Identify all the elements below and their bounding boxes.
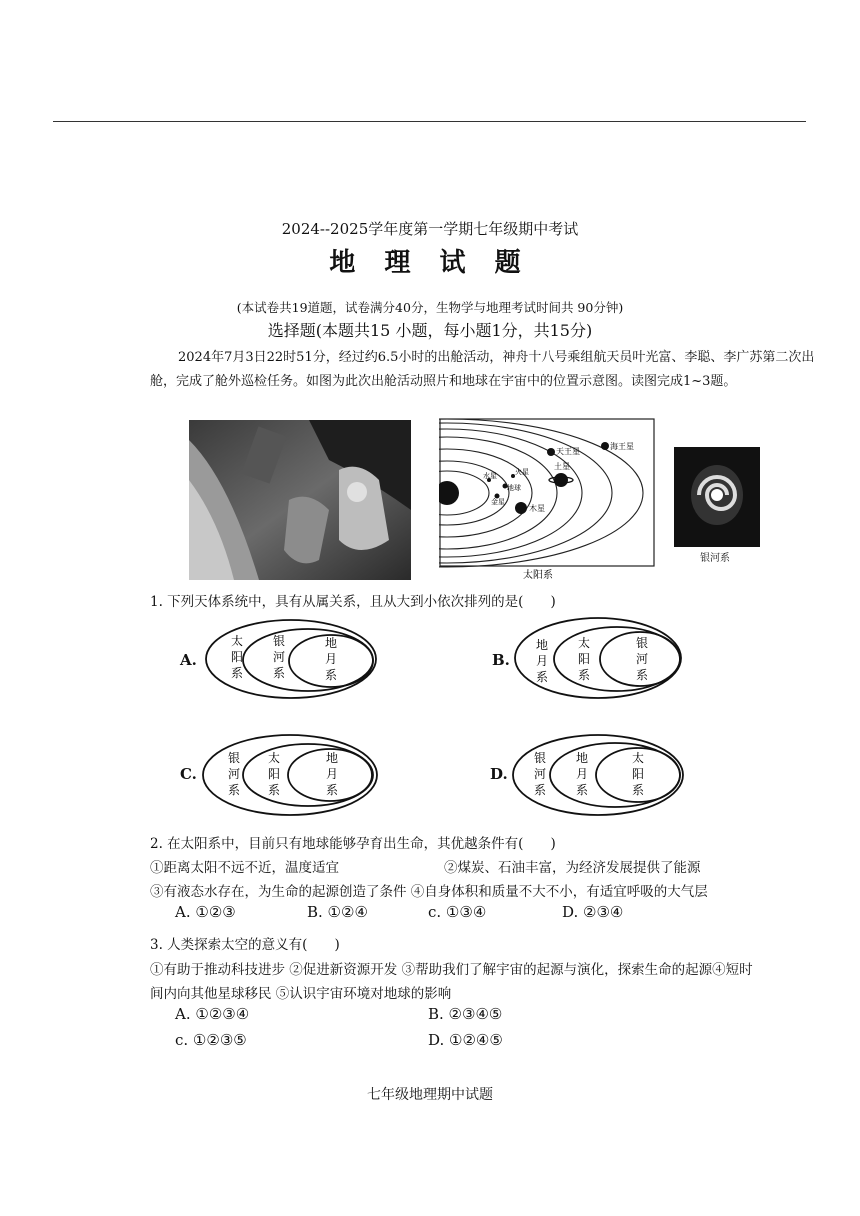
q3-stem: 3. 人类探索太空的意义有( ) — [150, 937, 340, 953]
q1-option-b-diagram — [512, 613, 688, 703]
diagram-label: 太 — [631, 751, 645, 765]
diagram-label: 河 — [227, 767, 241, 781]
q1-option-d-letter: D. — [490, 765, 508, 783]
solar-system-caption: 太阳系 — [523, 570, 553, 581]
diagram-label: 地 — [575, 751, 589, 765]
diagram-label: 系 — [272, 666, 286, 680]
diagram-label: 月 — [535, 654, 549, 668]
diagram-label: 系 — [635, 668, 649, 682]
q2-option-d: D. ②③④ — [562, 903, 624, 921]
diagram-label: 系 — [267, 783, 281, 797]
diagram-label: 地 — [324, 636, 338, 650]
q2-choices-3-4: ③有液态水存在，为生命的起源创造了条件 ④自身体积和质量不大不小，有适宜呼吸的大气层 — [150, 884, 708, 900]
diagram-label: 系 — [230, 666, 244, 680]
diagram-label: 阳 — [230, 650, 244, 664]
q2-stem: 2. 在太阳系中，目前只有地球能够孕育出生命，其优越条件有( ) — [150, 836, 556, 852]
planet-saturn-label: 土星 — [554, 462, 570, 471]
q3-option-c: c. ①②③⑤ — [175, 1031, 247, 1049]
q1-option-c-letter: C. — [180, 765, 197, 783]
planet-mars-label: 火星 — [515, 468, 529, 476]
q1-option-a-letter: A. — [180, 651, 197, 669]
q3-statements-line2: 间内向其他星球移民 ⑤认识宇宙环境对地球的影响 — [150, 986, 452, 1002]
q1-option-b-letter: B. — [492, 651, 510, 669]
q3-statements-line1: ①有助于推动科技进步 ②促进新资源开发 ③帮助我们了解宇宙的起源与演化，探索生命的起源④短时 — [150, 962, 753, 978]
diagram-label: 银 — [272, 634, 286, 648]
section-heading: 选择题(本题共15 小题，每小题1分，共15分) — [267, 321, 593, 340]
diagram-label: 月 — [325, 767, 339, 781]
diagram-label: 阳 — [267, 767, 281, 781]
page-footer: 七年级地理期中试题 — [367, 1087, 493, 1103]
q3-option-a: A. ①②③④ — [175, 1005, 250, 1023]
planet-venus-label: 金星 — [491, 498, 505, 506]
diagram-label: 太 — [577, 636, 591, 650]
diagram-label: 系 — [631, 783, 645, 797]
diagram-label: 系 — [227, 783, 241, 797]
diagram-label: 系 — [324, 668, 338, 682]
diagram-label: 系 — [577, 668, 591, 682]
diagram-label: 地 — [325, 751, 339, 765]
exam-note: (本试卷共19道题，试卷满分40分，生物学与地理考试时间共 90分钟) — [236, 300, 624, 315]
spacewalk-photo — [189, 420, 411, 580]
diagram-label: 银 — [227, 751, 241, 765]
diagram-label: 河 — [635, 652, 649, 666]
diagram-label: 地 — [535, 638, 549, 652]
galaxy-caption: 银河系 — [700, 553, 730, 564]
planet-mercury-label: 水星 — [483, 472, 497, 480]
q3-option-b: B. ②③④⑤ — [428, 1005, 503, 1023]
exam-title-line: 2024--2025学年度第一学期七年级期中考试 — [281, 220, 579, 238]
q1-option-a-diagram — [203, 617, 383, 701]
diagram-label: 阳 — [631, 767, 645, 781]
diagram-label: 系 — [325, 783, 339, 797]
subject-title: 地 理 试 题 — [329, 248, 531, 278]
q1-option-c-diagram — [200, 732, 382, 818]
solar-system-diagram — [439, 418, 655, 582]
planet-uranus-label: 天王星 — [556, 447, 580, 456]
diagram-label: 月 — [324, 652, 338, 666]
galaxy-image — [674, 447, 760, 565]
q3-option-d: D. ①②④⑤ — [428, 1031, 503, 1049]
diagram-label: 银 — [533, 751, 547, 765]
diagram-label: 河 — [533, 767, 547, 781]
q1-stem: 1. 下列天体系统中，具有从属关系，且从大到小依次排列的是( ) — [150, 594, 556, 610]
q2-choice-2: ②煤炭、石油丰富，为经济发展提供了能源 — [444, 860, 701, 876]
diagram-label: 银 — [635, 636, 649, 650]
diagram-label: 河 — [272, 650, 286, 664]
diagram-label: 太 — [230, 634, 244, 648]
planet-earth-label: 地球 — [507, 484, 521, 492]
diagram-label: 阳 — [577, 652, 591, 666]
q1-option-d-diagram — [510, 730, 688, 820]
diagram-label: 系 — [533, 783, 547, 797]
diagram-label: 太 — [267, 751, 281, 765]
q2-option-c: c. ①③④ — [428, 903, 487, 921]
diagram-label: 月 — [575, 767, 589, 781]
header-rule — [53, 121, 806, 122]
intro-paragraph: 2024年7月3日22时51分，经过约6.5小时的出舱活动，神舟十八号乘组航天员叶光富、李聪、李广苏第二次出舱，完成了舱外巡检任务。如图为此次出舱活动照片和地球在宇宙中的位置示意图。读图完成1~3题。 — [150, 350, 815, 389]
diagram-label: 系 — [575, 783, 589, 797]
q2-option-a: A. ①②③ — [175, 903, 236, 921]
q2-choice-1: ①距离太阳不远不近，温度适宜 — [150, 860, 339, 876]
planet-jupiter-label: 木星 — [529, 504, 545, 513]
diagram-label: 系 — [535, 670, 549, 684]
planet-neptune-label: 海王星 — [610, 442, 634, 451]
q2-option-b: B. ①②④ — [307, 903, 368, 921]
